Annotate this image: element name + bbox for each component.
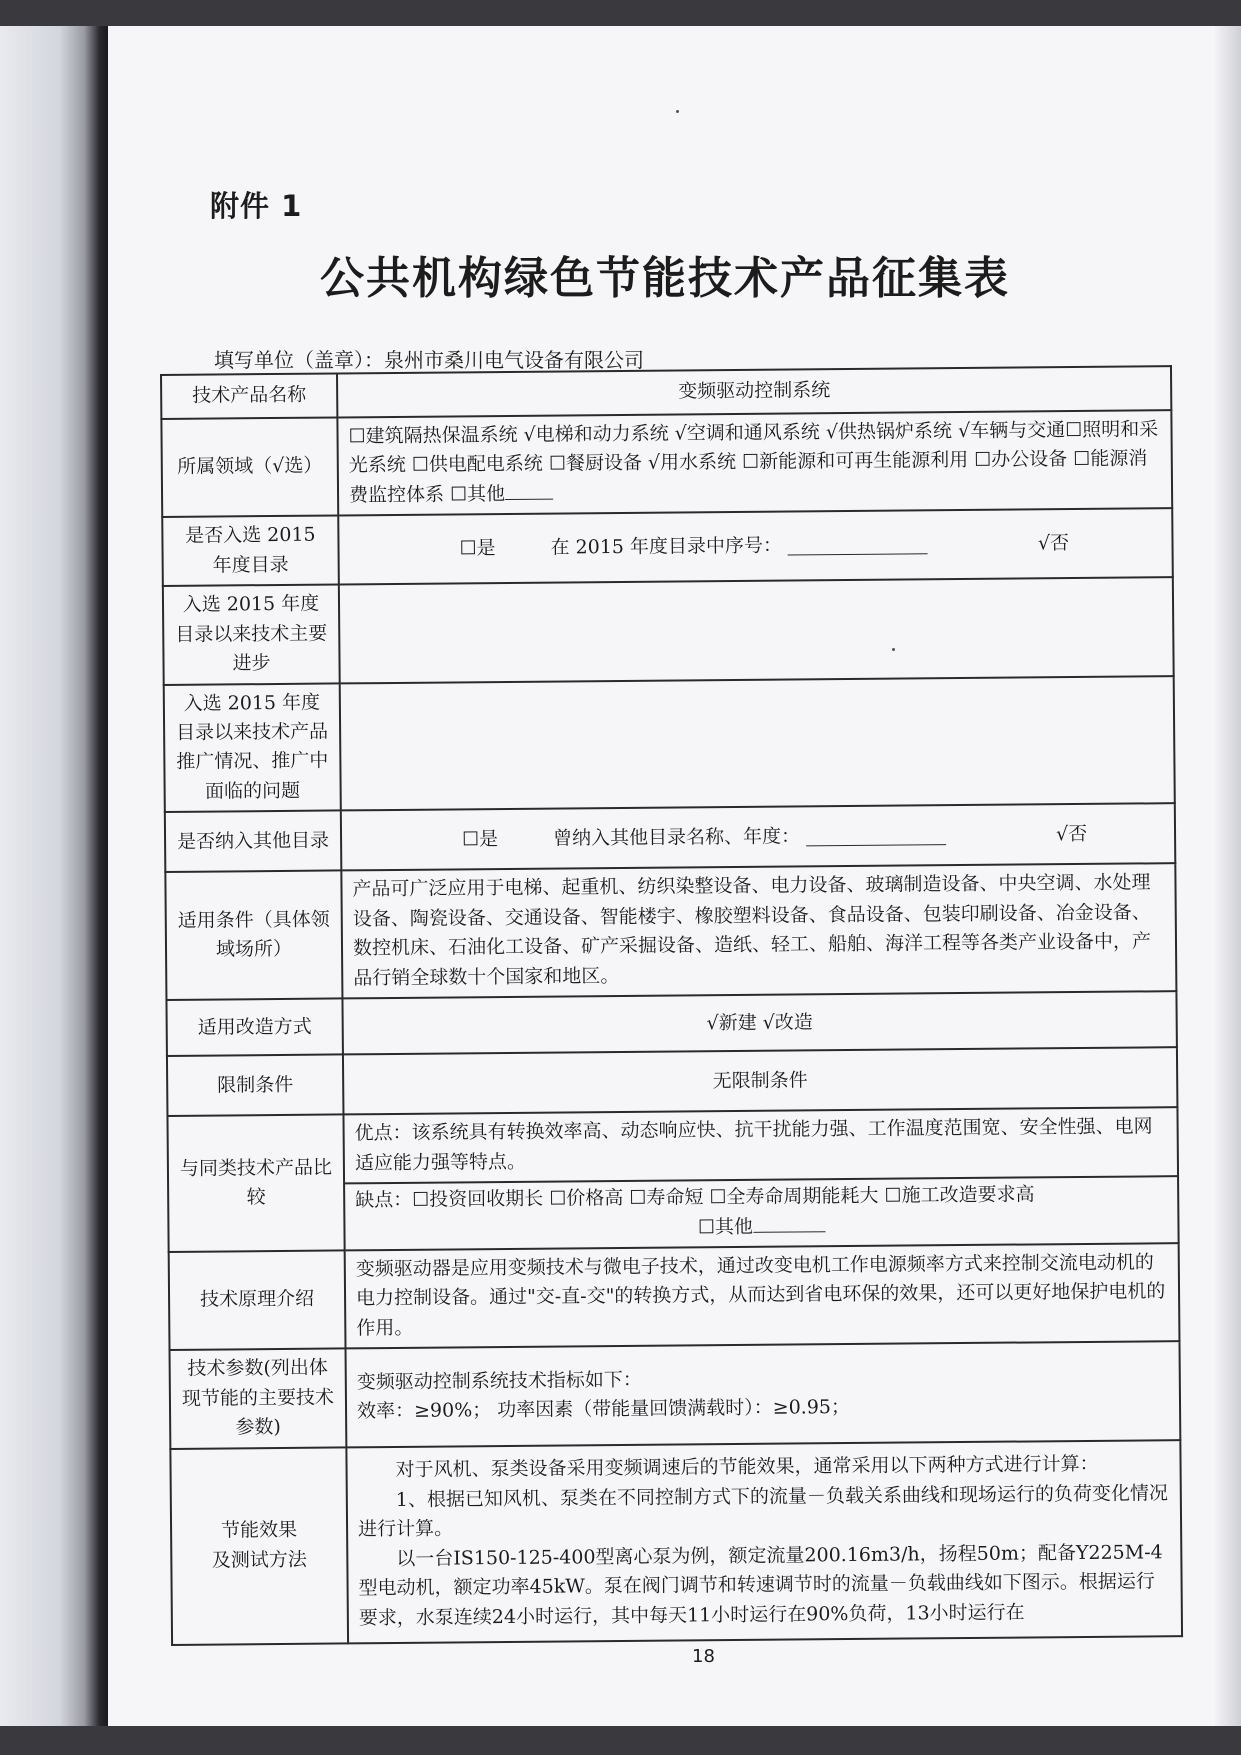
row-domain: [161, 410, 1172, 517]
effect-paragraph-3: 以一台IS150-125-400型离心泵为例，额定流量200.16m3/h，扬程50m；配备Y225M-4型电动机，额定功率45kW。泵在阀门调节和转速调节时的流量－负载曲线如下图示。根据运行要求，水泵连续24小时运行，其中每天11小时运行在90%负荷，13小时运行在: [358, 1540, 1163, 1629]
selected-2015-no-checkbox[interactable]: √否: [1037, 532, 1070, 555]
selected-2015-seq-blank[interactable]: [788, 536, 928, 556]
effect-paragraph-2: 1、根据已知风机、泵类在不同控制方式下的流量－负载关系曲线和现场运行的负荷变化情况进行计算。: [357, 1481, 1168, 1541]
params-line-1: 变频驱动控制系统技术指标如下：: [356, 1368, 642, 1394]
other-catalog-name-label: 曾纳入其他目录名称、年度：: [553, 824, 801, 850]
effect-label-line-2: 及测试方法: [211, 1548, 307, 1572]
params-label: 技术参数(列出体现节能的主要技术参数): [170, 1349, 347, 1449]
principle-value: 变频驱动器是应用变频技术与微电子技术，通过改变电机工作电源频率方式来控制交流电动机的电力控制设备。通过"交-直-交"的转换方式，从而达到省电环保的效果，还可以更好地保护电机的作用。: [345, 1243, 1180, 1349]
row-comparison: [167, 1107, 1178, 1252]
row-limits: [167, 1047, 1177, 1116]
filler-company: 泉州市桑川电气设备有限公司: [384, 348, 644, 372]
params-value: [346, 1341, 1181, 1447]
comparison-label: 与同类技术产品比较: [167, 1115, 344, 1252]
domain-options: ☐建筑隔热保温系统 √电梯和动力系统 √空调和通风系统 √供热锅炉系统 √车辆与交通☐照明和采光系统 ☐供电配电系统 ☐餐厨设备 √用水系统 ☐新能源和可再生能源利用 ☐办公设备 ☐能源消费监控体系 ☐其他: [348, 418, 1159, 507]
row-retrofit: [166, 991, 1176, 1056]
comparison-cons-other-checkbox[interactable]: ☐其他: [697, 1215, 754, 1238]
page-edge: [1215, 26, 1241, 1726]
progress-label: 入选 2015 年度目录以来技术主要进步: [163, 585, 340, 685]
promotion-value[interactable]: [340, 676, 1175, 811]
page-number: 18: [692, 1646, 715, 1667]
row-promotion: [164, 676, 1175, 813]
retrofit-value: √新建 √改造: [342, 991, 1176, 1054]
comparison-cons-other-blank[interactable]: [753, 1215, 825, 1233]
row-progress: [163, 577, 1174, 684]
domain-other-blank: [505, 482, 553, 499]
product-name-label: 技术产品名称: [161, 373, 337, 419]
book-spine-shadow: [0, 26, 108, 1726]
scanned-page: [0, 26, 1241, 1726]
row-conditions: [165, 863, 1176, 1000]
effect-paragraph-1: 对于风机、泵类设备采用变频调速后的节能效果，通常采用以下两种方式进行计算：: [395, 1453, 1099, 1482]
selected-2015-value: [338, 508, 1173, 584]
form-title: 公共机构绿色节能技术产品征集表: [320, 253, 1010, 304]
row-other-catalog: [165, 803, 1175, 872]
comparison-value: [343, 1107, 1178, 1250]
selected-2015-yes-checkbox[interactable]: ☐是: [459, 537, 496, 560]
row-principle: [169, 1243, 1180, 1350]
attachment-label: 附件 1: [210, 189, 303, 223]
domain-label: 所属领域（√选）: [161, 417, 338, 517]
retrofit-label: 适用改造方式: [166, 999, 342, 1057]
other-catalog-value: [341, 803, 1175, 870]
comparison-cons-options: 缺点：☐投资回收期长 ☐价格高 ☐寿命短 ☐全寿命周期能耗大 ☐施工改造要求高: [355, 1183, 1035, 1212]
other-catalog-yes-checkbox[interactable]: ☐是: [461, 827, 499, 850]
effect-label-line-1: 节能效果: [220, 1519, 298, 1542]
selected-2015-label: 是否入选 2015 年度目录: [162, 516, 339, 586]
other-catalog-no-checkbox[interactable]: √否: [1056, 822, 1088, 845]
other-catalog-label: 是否纳入其他目录: [165, 811, 342, 873]
progress-value[interactable]: [339, 577, 1174, 683]
filler-label: 填写单位（盖章）：: [214, 348, 384, 372]
selected-2015-seq-label: 在 2015 年度目录中序号：: [550, 534, 783, 559]
product-name-value: 变频驱动控制系统: [337, 366, 1171, 417]
conditions-label: 适用条件（具体领域场所）: [165, 871, 342, 1001]
domain-value: [337, 410, 1172, 516]
limits-value: 无限制条件: [343, 1047, 1177, 1114]
other-catalog-name-blank[interactable]: [806, 826, 946, 846]
principle-label: 技术原理介绍: [169, 1250, 346, 1350]
filler-line: [214, 344, 644, 373]
conditions-value: 产品可广泛应用于电梯、起重机、纺织染整设备、电力设备、玻璃制造设备、中央空调、水处理设备、陶瓷设备、交通设备、智能楼宇、橡胶塑料设备、食品设备、包装印刷设备、冶金设备、数控机床、石油化工设备、矿产采掘设备、造纸、轻工、船舶、海洋工程等各类产业设备中，产品行销全球数十个国家和地区。: [341, 863, 1176, 998]
limits-label: 限制条件: [167, 1055, 344, 1117]
params-line-2: 效率：≥90%； 功率因素（带能量回馈满载时）：≥0.95；: [356, 1396, 851, 1423]
collection-form-table: [160, 365, 1183, 1645]
row-params: [170, 1341, 1181, 1448]
row-effect: [170, 1440, 1182, 1645]
comparison-cons: [345, 1175, 1178, 1245]
effect-value: [346, 1440, 1182, 1643]
row-selected-2015: [162, 508, 1173, 586]
comparison-pros: 优点：该系统具有转换效率高、动态响应快、抗干扰能力强、工作温度范围宽、安全性强、电网适应能力强等特点。: [354, 1115, 1153, 1175]
effect-label: [170, 1447, 348, 1645]
scan-speck: [676, 110, 679, 113]
promotion-label: 入选 2015 年度目录以来技术产品推广情况、推广中面临的问题: [164, 683, 341, 812]
